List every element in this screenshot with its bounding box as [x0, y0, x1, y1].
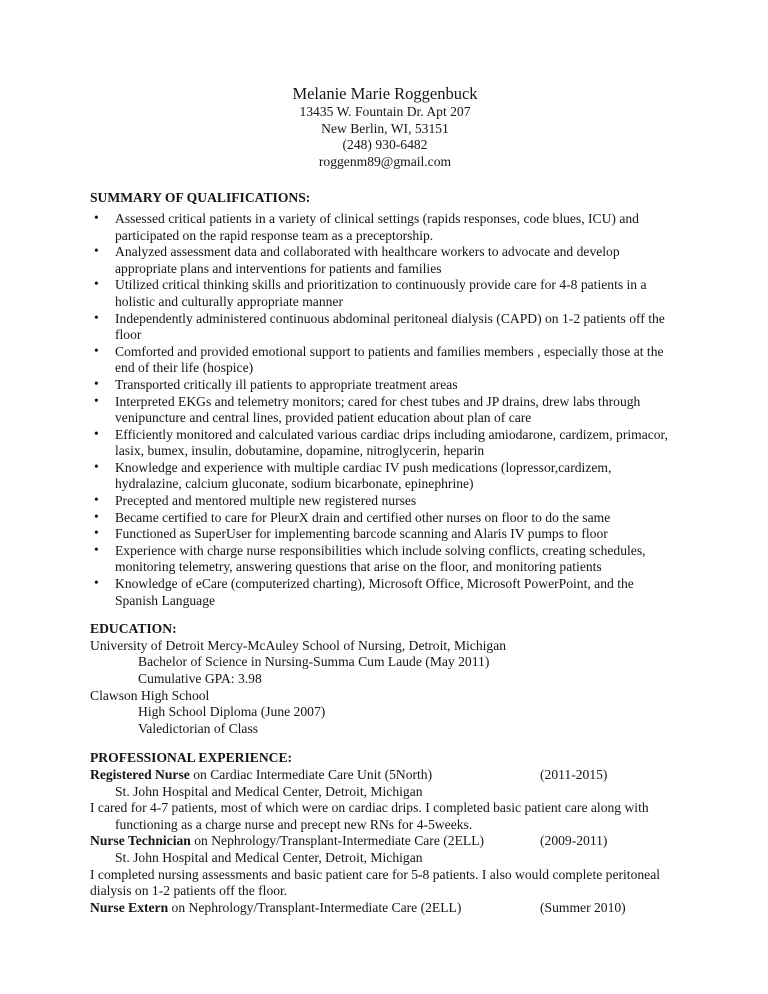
summary-bullet: • Became certified to care for PleurX drain and certified other nurses on floor to do the same: [90, 510, 680, 527]
job-title-row: [90, 767, 680, 784]
contact-header: [90, 84, 680, 170]
education-detail: Bachelor of Science in Nursing-Summa Cum Laude (May 2011): [138, 654, 490, 670]
summary-bullet: • Transported critically ill patients to appropriate treatment areas: [90, 377, 680, 394]
summary-bullet: • Assessed critical patients in a variety of clinical settings (rapids responses, code blues, ICU) and participated on the rapid response team as a preceptorship.: [90, 211, 680, 244]
education-detail: Cumulative GPA: 3.98: [138, 671, 262, 686]
job-unit: on Nephrology/Transplant-Intermediate Care (2ELL): [168, 899, 462, 915]
address-line-1: 13435 W. Fountain Dr. Apt 207: [299, 104, 471, 119]
education-heading: EDUCATION:: [90, 621, 177, 637]
summary-bullet: • Functioned as SuperUser for implementing barcode scanning and Alaris IV pumps to floor: [90, 526, 680, 543]
job-title-row: [90, 833, 680, 850]
job-dates: (2011-2015): [540, 766, 608, 782]
job-location: St. John Hospital and Medical Center, Detroit, Michigan: [115, 849, 423, 865]
phone-number: (248) 930-6482: [342, 137, 428, 153]
experience-heading: PROFESSIONAL EXPERIENCE:: [90, 750, 293, 766]
job-unit: on Cardiac Intermediate Care Unit (5North): [189, 766, 433, 782]
job-title: Nurse Extern: [90, 899, 169, 915]
summary-bullet: • Efficiently monitored and calculated various cardiac drips including amiodarone, cardizem, primacor, lasix, bumex, insulin, dobutamine, dopamine, nitroglycerin, heparin: [90, 427, 680, 460]
summary-bullet: • Knowledge of eCare (computerized charting), Microsoft Office, Microsoft PowerPoint, and the Spanish Language: [90, 576, 680, 609]
summary-bullet: • Interpreted EKGs and telemetry monitors; cared for chest tubes and JP drains, drew labs through venipuncture and central lines, provided patient education about plan of care: [90, 394, 680, 427]
summary-bullet: • Independently administered continuous abdominal peritoneal dialysis (CAPD) on 1-2 patients off the floor: [90, 311, 680, 344]
education-institution: Clawson High School: [90, 687, 210, 703]
job-title: Registered Nurse: [90, 766, 190, 782]
candidate-name: Melanie Marie Roggenbuck: [292, 84, 478, 103]
job-location: St. John Hospital and Medical Center, Detroit, Michigan: [115, 783, 423, 799]
summary-heading: SUMMARY OF QUALIFICATIONS:: [90, 190, 311, 206]
education-institution: University of Detroit Mercy-McAuley School of Nursing, Detroit, Michigan: [90, 637, 507, 653]
summary-bullet: • Utilized critical thinking skills and prioritization to continuously provide care for 4-8 patients in a holistic and culturally appropriate manner: [90, 277, 680, 310]
job-title-row: [90, 900, 680, 917]
job-description: I cared for 4-7 patients, most of which were on cardiac drips. I completed basic patient care along with functioning as a charge nurse and precept new RNs for 4-5weeks.: [90, 800, 649, 832]
summary-bullet: • Analyzed assessment data and collaborated with healthcare workers to advocate and develop appropriate plans and interventions for patients and families: [90, 244, 680, 277]
education-detail: Valedictorian of Class: [138, 720, 259, 736]
education-detail: High School Diploma (June 2007): [138, 704, 326, 720]
summary-bullet: • Comforted and provided emotional support to patients and families members , especially those at the end of their life (hospice): [90, 344, 680, 377]
summary-bullet: • Precepted and mentored multiple new registered nurses: [90, 493, 680, 510]
address-line-2: New Berlin, WI, 53151: [321, 120, 449, 136]
email-address: roggenm89@gmail.com: [318, 153, 452, 169]
job-dates: (Summer 2010): [540, 899, 626, 915]
job-dates: (2009-2011): [540, 833, 608, 849]
summary-bullet: • Knowledge and experience with multiple cardiac IV push medications (lopressor,cardizem, hydralazine, calcium gluconate, sodium bicarbonate, epinephrine): [90, 460, 680, 493]
job-title: Nurse Technician: [90, 833, 191, 849]
job-description: I completed nursing assessments and basic patient care for 5-8 patients. I also would complete peritoneal dialysis on 1-2 patients off the floor.: [90, 866, 661, 899]
summary-bullet-list: [90, 211, 680, 609]
job-unit: on Nephrology/Transplant-Intermediate Care (2ELL): [190, 833, 485, 849]
summary-bullet: • Experience with charge nurse responsibilities which include solving conflicts, creating schedules, monitoring telemetry, answering questions that arise on the floor, and monitoring patients: [90, 543, 680, 576]
